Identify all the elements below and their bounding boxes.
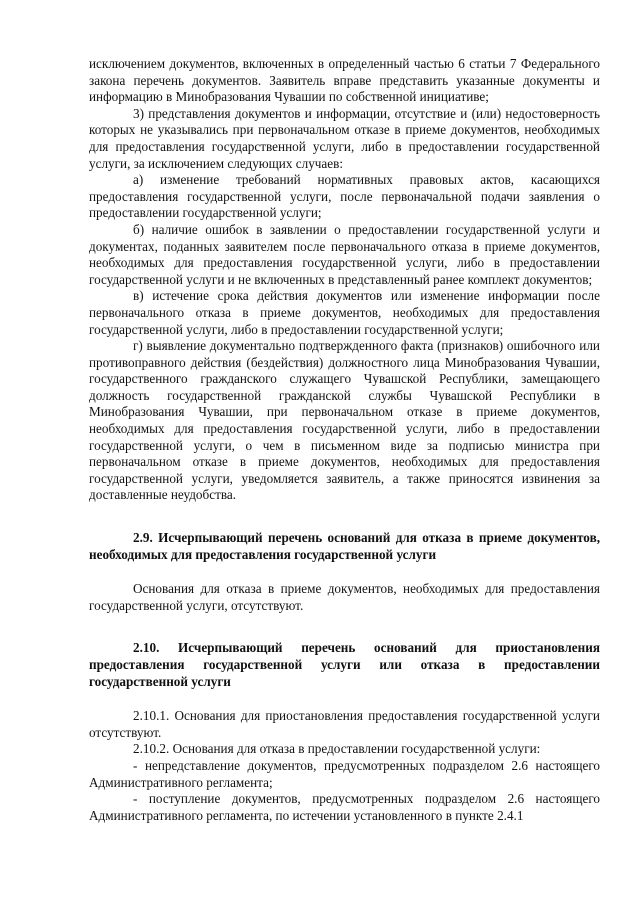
paragraph-item-b: б) наличие ошибок в заявлении о предоставлении государственной услуги и документах, поданных заявителем после первоначального отказа в приеме документов, необходимых для предоставления государственной услуги, либо в предоставлении государственной услуги и не включенных в представленный ранее комплект документов; [89, 221, 600, 287]
list-item-late-submission: - поступление документов, предусмотренных подразделом 2.6 настоящего Административного регламента, по истечении установленного в пункте 2.4.1 [89, 791, 600, 823]
spacer [89, 563, 600, 581]
paragraph-2-10-1: 2.10.1. Основания для приостановления предоставления государственной услуги отсутствуют. [89, 708, 600, 740]
paragraph-2-10-2: 2.10.2. Основания для отказа в предоставлении государственной услуги: [133, 741, 541, 757]
paragraph-2-9-body: Основания для отказа в приеме документов, необходимых для предоставления государственной услуги, отсутствуют. [89, 581, 600, 613]
paragraph-item-a: а) изменение требований нормативных правовых актов, касающихся предоставления государственной услуги, после первоначальной подачи заявления о предоставлении государственной услуги; [89, 172, 600, 221]
spacer [89, 690, 600, 708]
spacer [89, 614, 600, 640]
spacer [89, 504, 600, 530]
paragraph-item-g: г) выявление документально подтвержденного факта (признаков) ошибочного или противоправного действия (бездействия) должностного лица Минобразования Чувашии, государственного гражданского служащего Чувашской Республики, замещающего должность государственной гражданской службы Чувашской Республики в Минобразования Чувашии, при первоначальном отказе в приеме документов, необходимых для предоставления государственной услуги, либо в предоставлении государственной услуги, о чем в письменном виде за подписью министра при первоначальном отказе в приеме документов, необходимых для предоставления государственной услуги, уведомляется заявитель, а также приносятся извинения за доставленные неудобства. [89, 338, 600, 503]
section-heading-2-10: 2.10. Исчерпывающий перечень оснований для приостановления предоставления государственной услуги или отказа в предоставлении государственной услуги [89, 640, 600, 689]
list-item-non-submission: - непредставление документов, предусмотренных подразделом 2.6 настоящего Административного регламента; [89, 757, 600, 790]
paragraph-item-v: в) истечение срока действия документов или изменение информации после первоначального отказа в приеме документов, необходимых для предоставления государственной услуги, либо в предоставлении государственной услуги; [89, 288, 600, 337]
paragraph-continuation: исключением документов, включенных в определенный частью 6 статьи 7 Федерального закона перечень документов. Заявитель вправе представить указанные документы и информацию в Минобразования Чувашии по собственной инициативе; [89, 56, 600, 105]
paragraph-item-3: 3) представления документов и информации, отсутствие и (или) недостоверность которых не указывались при первоначальном отказе в приеме документов, необходимых для предоставления государственной услуги, либо в предоставлении государственной услуги, за исключением следующих случаев: [89, 105, 600, 171]
section-heading-2-9: 2.9. Исчерпывающий перечень оснований для отказа в приеме документов, необходимых для предоставления государственной услуги [89, 530, 600, 562]
